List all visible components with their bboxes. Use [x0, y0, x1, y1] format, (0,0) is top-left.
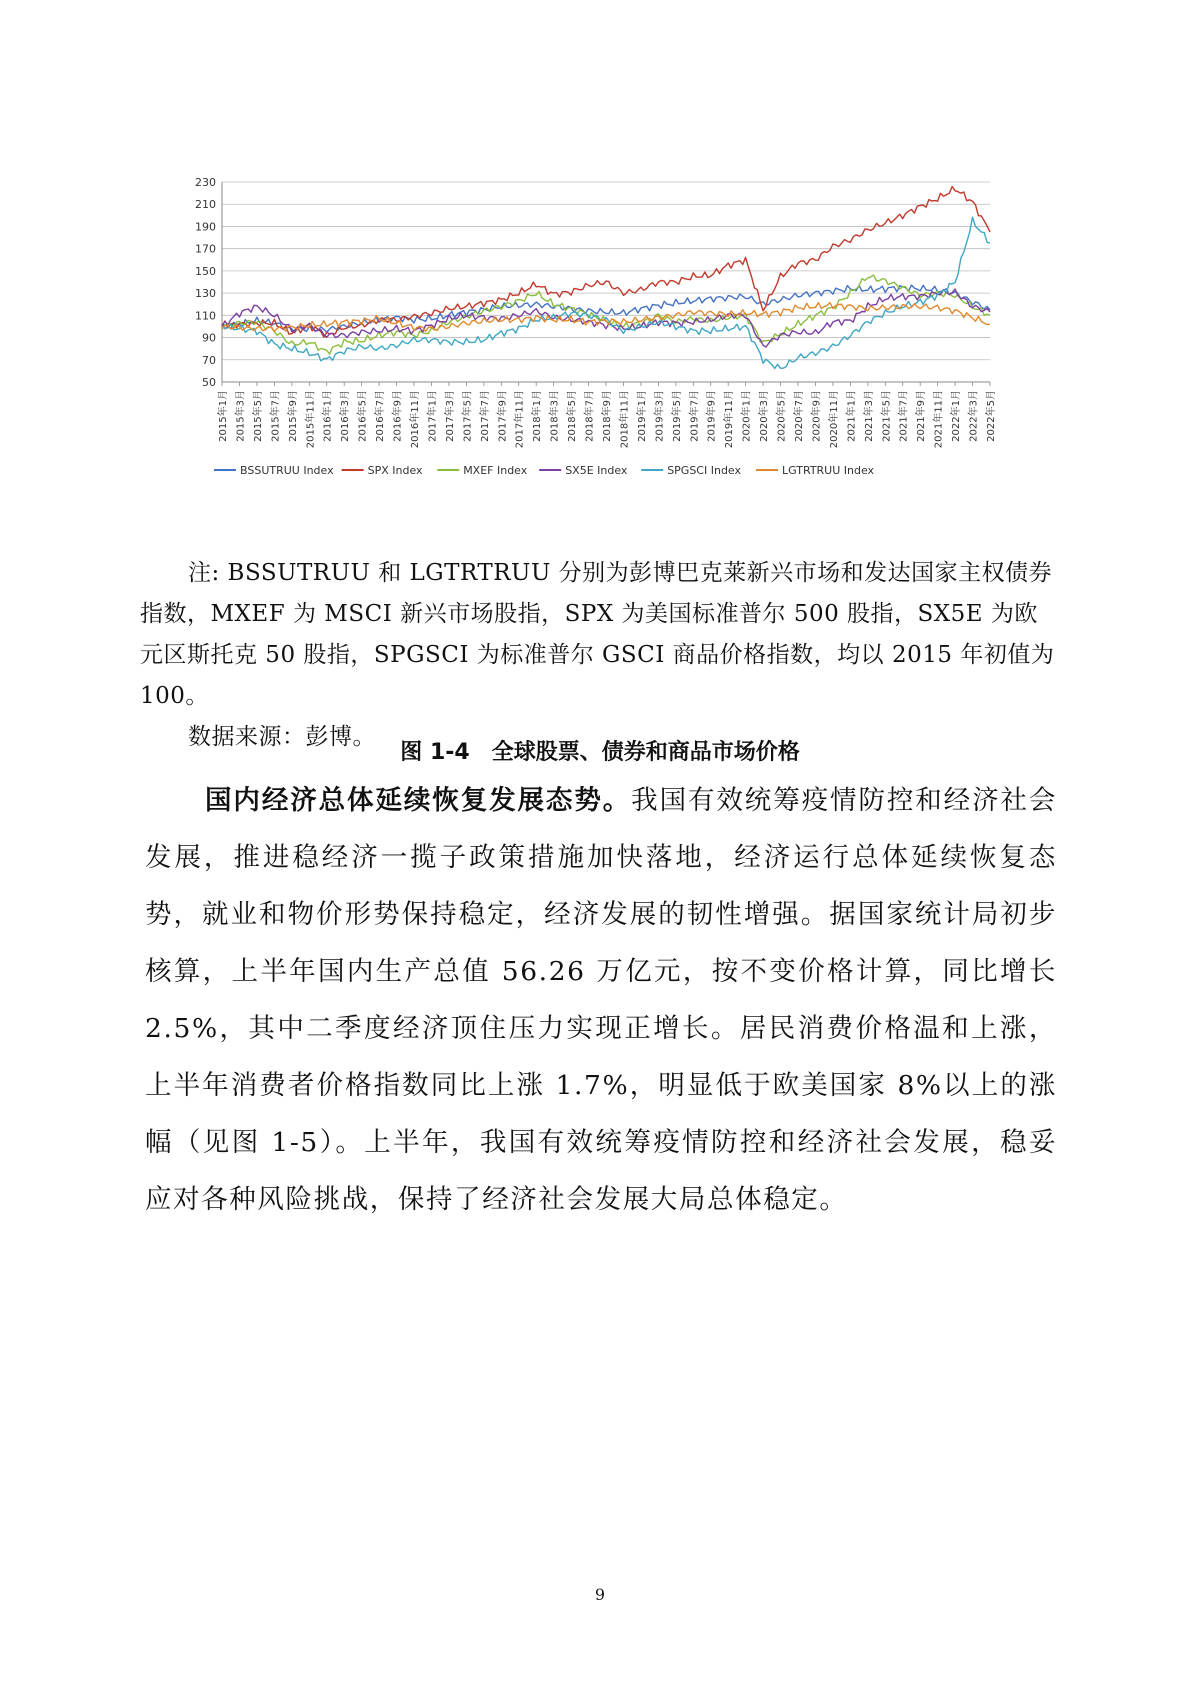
x-tick-label: 2016年9月 [392, 390, 404, 442]
x-tick-label: 2021年3月 [863, 390, 875, 442]
data-source: 数据来源：彭博。 [188, 724, 376, 750]
note-text: 注: BSSUTRUU 和 LGTRTRUU 分别为彭博巴克莱新兴市场和发达国家主权债券指数，MXEF 为 MSCI 新兴市场股指，SPX 为美国标准普尔 500 股指，SX5E 为欧元区斯托克 50 股指，SPGSCI 为标准普尔 GSCI 商品价格指数，均以 2015 年初值为 100。 [140, 560, 1055, 709]
x-tick-label: 2018年9月 [602, 390, 613, 442]
x-tick-label: 2021年1月 [846, 390, 858, 442]
x-tick-label: 2021年5月 [881, 390, 893, 442]
y-tick-label: 110 [195, 309, 216, 323]
x-tick-label: 2020年3月 [759, 390, 771, 442]
x-tick-label: 2020年5月 [776, 390, 788, 442]
x-tick-label: 2021年11月 [933, 390, 945, 449]
series-line-mxef [222, 275, 990, 354]
x-tick-label: 2019年7月 [689, 389, 701, 442]
x-tick-label: 2016年5月 [357, 390, 369, 442]
x-tick-label: 2015年9月 [287, 390, 299, 442]
y-tick-label: 130 [195, 287, 216, 301]
legend-label: SPGSCI Index [667, 464, 742, 477]
x-tick-label: 2019年5月 [671, 390, 683, 442]
x-tick-label: 2018年7月 [584, 390, 596, 442]
legend-label: MXEF Index [463, 464, 528, 477]
x-tick-label: 2020年1月 [741, 390, 753, 442]
y-tick-label: 230 [195, 176, 216, 189]
x-tick-label: 2018年5月 [567, 390, 579, 442]
x-tick-label: 2017年9月 [497, 390, 509, 442]
x-tick-label: 2016年1月 [322, 390, 334, 442]
x-tick-label: 2015年3月 [235, 390, 247, 442]
x-tick-label: 2017年7月 [479, 390, 491, 442]
x-tick-label: 2017年3月 [444, 390, 456, 442]
y-tick-label: 210 [195, 198, 216, 212]
x-tick-label: 2022年5月 [986, 390, 997, 442]
y-tick-label: 90 [202, 331, 216, 345]
x-tick-label: 2015年1月 [218, 390, 229, 442]
x-tick-label: 2018年3月 [549, 390, 561, 442]
series-line-spx [222, 187, 990, 338]
page-number: 9 [594, 1585, 606, 1604]
x-tick-label: 2021年9月 [916, 390, 928, 442]
x-tick-label: 2015年5月 [252, 390, 264, 442]
figure-title: 全球股票、债券和商品市场价格 [491, 740, 800, 765]
x-tick-label: 2016年11月 [410, 390, 421, 449]
x-tick-label: 2015年7月 [270, 390, 282, 442]
x-tick-label: 2017年5月 [462, 390, 474, 442]
x-tick-label: 2017年1月 [427, 390, 439, 442]
x-tick-label: 2020年9月 [811, 390, 823, 442]
x-tick-label: 2018年1月 [532, 390, 544, 442]
y-axis [195, 176, 222, 389]
legend-label: BSSUTRUU Index [240, 464, 334, 477]
x-tick-label: 2017年11月 [514, 390, 526, 449]
chart-legend [214, 464, 875, 477]
figure-caption [0, 735, 1200, 766]
legend-label: SX5E Index [565, 464, 628, 477]
x-tick-label: 2019年11月 [724, 390, 736, 449]
x-tick-label: 2018年11月 [619, 390, 631, 449]
chart-note [140, 553, 1060, 758]
y-tick-label: 170 [195, 242, 216, 256]
x-tick-label: 2021年7月 [898, 390, 910, 442]
x-tick-label: 2022年1月 [951, 390, 963, 442]
legend-label: SPX Index [367, 464, 423, 477]
x-tick-label: 2019年1月 [636, 390, 648, 442]
x-tick-label: 2019年3月 [654, 390, 666, 442]
y-tick-label: 70 [202, 353, 216, 367]
paragraph-text: 我国有效统筹疫情防控和经济社会发展，推进稳经济一揽子政策措施加快落地，经济运行总体延续恢复态势，就业和物价形势保持稳定，经济发展的韧性增强。据国家统计局初步核算，上半年国内生产总值 56.26 万亿元，按不变价格计算，同比增长 2.5%，其中二季度经济顶住压力实现正增长。居民消费价格温和上涨，上半年消费者价格指数同比上涨 1.7%，明显低于欧美国家 8%以上的涨幅（见图 1-5）。上半年，我国有效统筹疫情防控和经济社会发展，稳妥应对各种风险挑战，保持了经济社会发展大局总体稳定。 [145, 785, 1058, 1215]
lead-sentence: 国内经济总体延续恢复发展态势。 [205, 785, 632, 816]
y-tick-label: 150 [195, 264, 216, 278]
x-tick-label: 2022年3月 [968, 390, 980, 442]
legend-label: LGTRTRUU Index [782, 464, 875, 477]
x-tick-label: 2016年3月 [340, 390, 352, 442]
figure-number: 图 1-4 [400, 740, 470, 765]
x-tick-label: 2020年7月 [794, 390, 805, 442]
y-tick-label: 190 [195, 220, 216, 234]
y-tick-label: 50 [202, 376, 216, 389]
chart-series [222, 187, 990, 369]
x-tick-label: 2019年9月 [706, 390, 718, 442]
x-axis [216, 382, 997, 448]
body-paragraph [145, 772, 1057, 1228]
market-price-chart [195, 176, 1000, 520]
x-tick-label: 2015年11月 [305, 390, 317, 449]
x-tick-label: 2020年11月 [828, 390, 840, 449]
x-tick-label: 2016年7月 [375, 390, 387, 442]
